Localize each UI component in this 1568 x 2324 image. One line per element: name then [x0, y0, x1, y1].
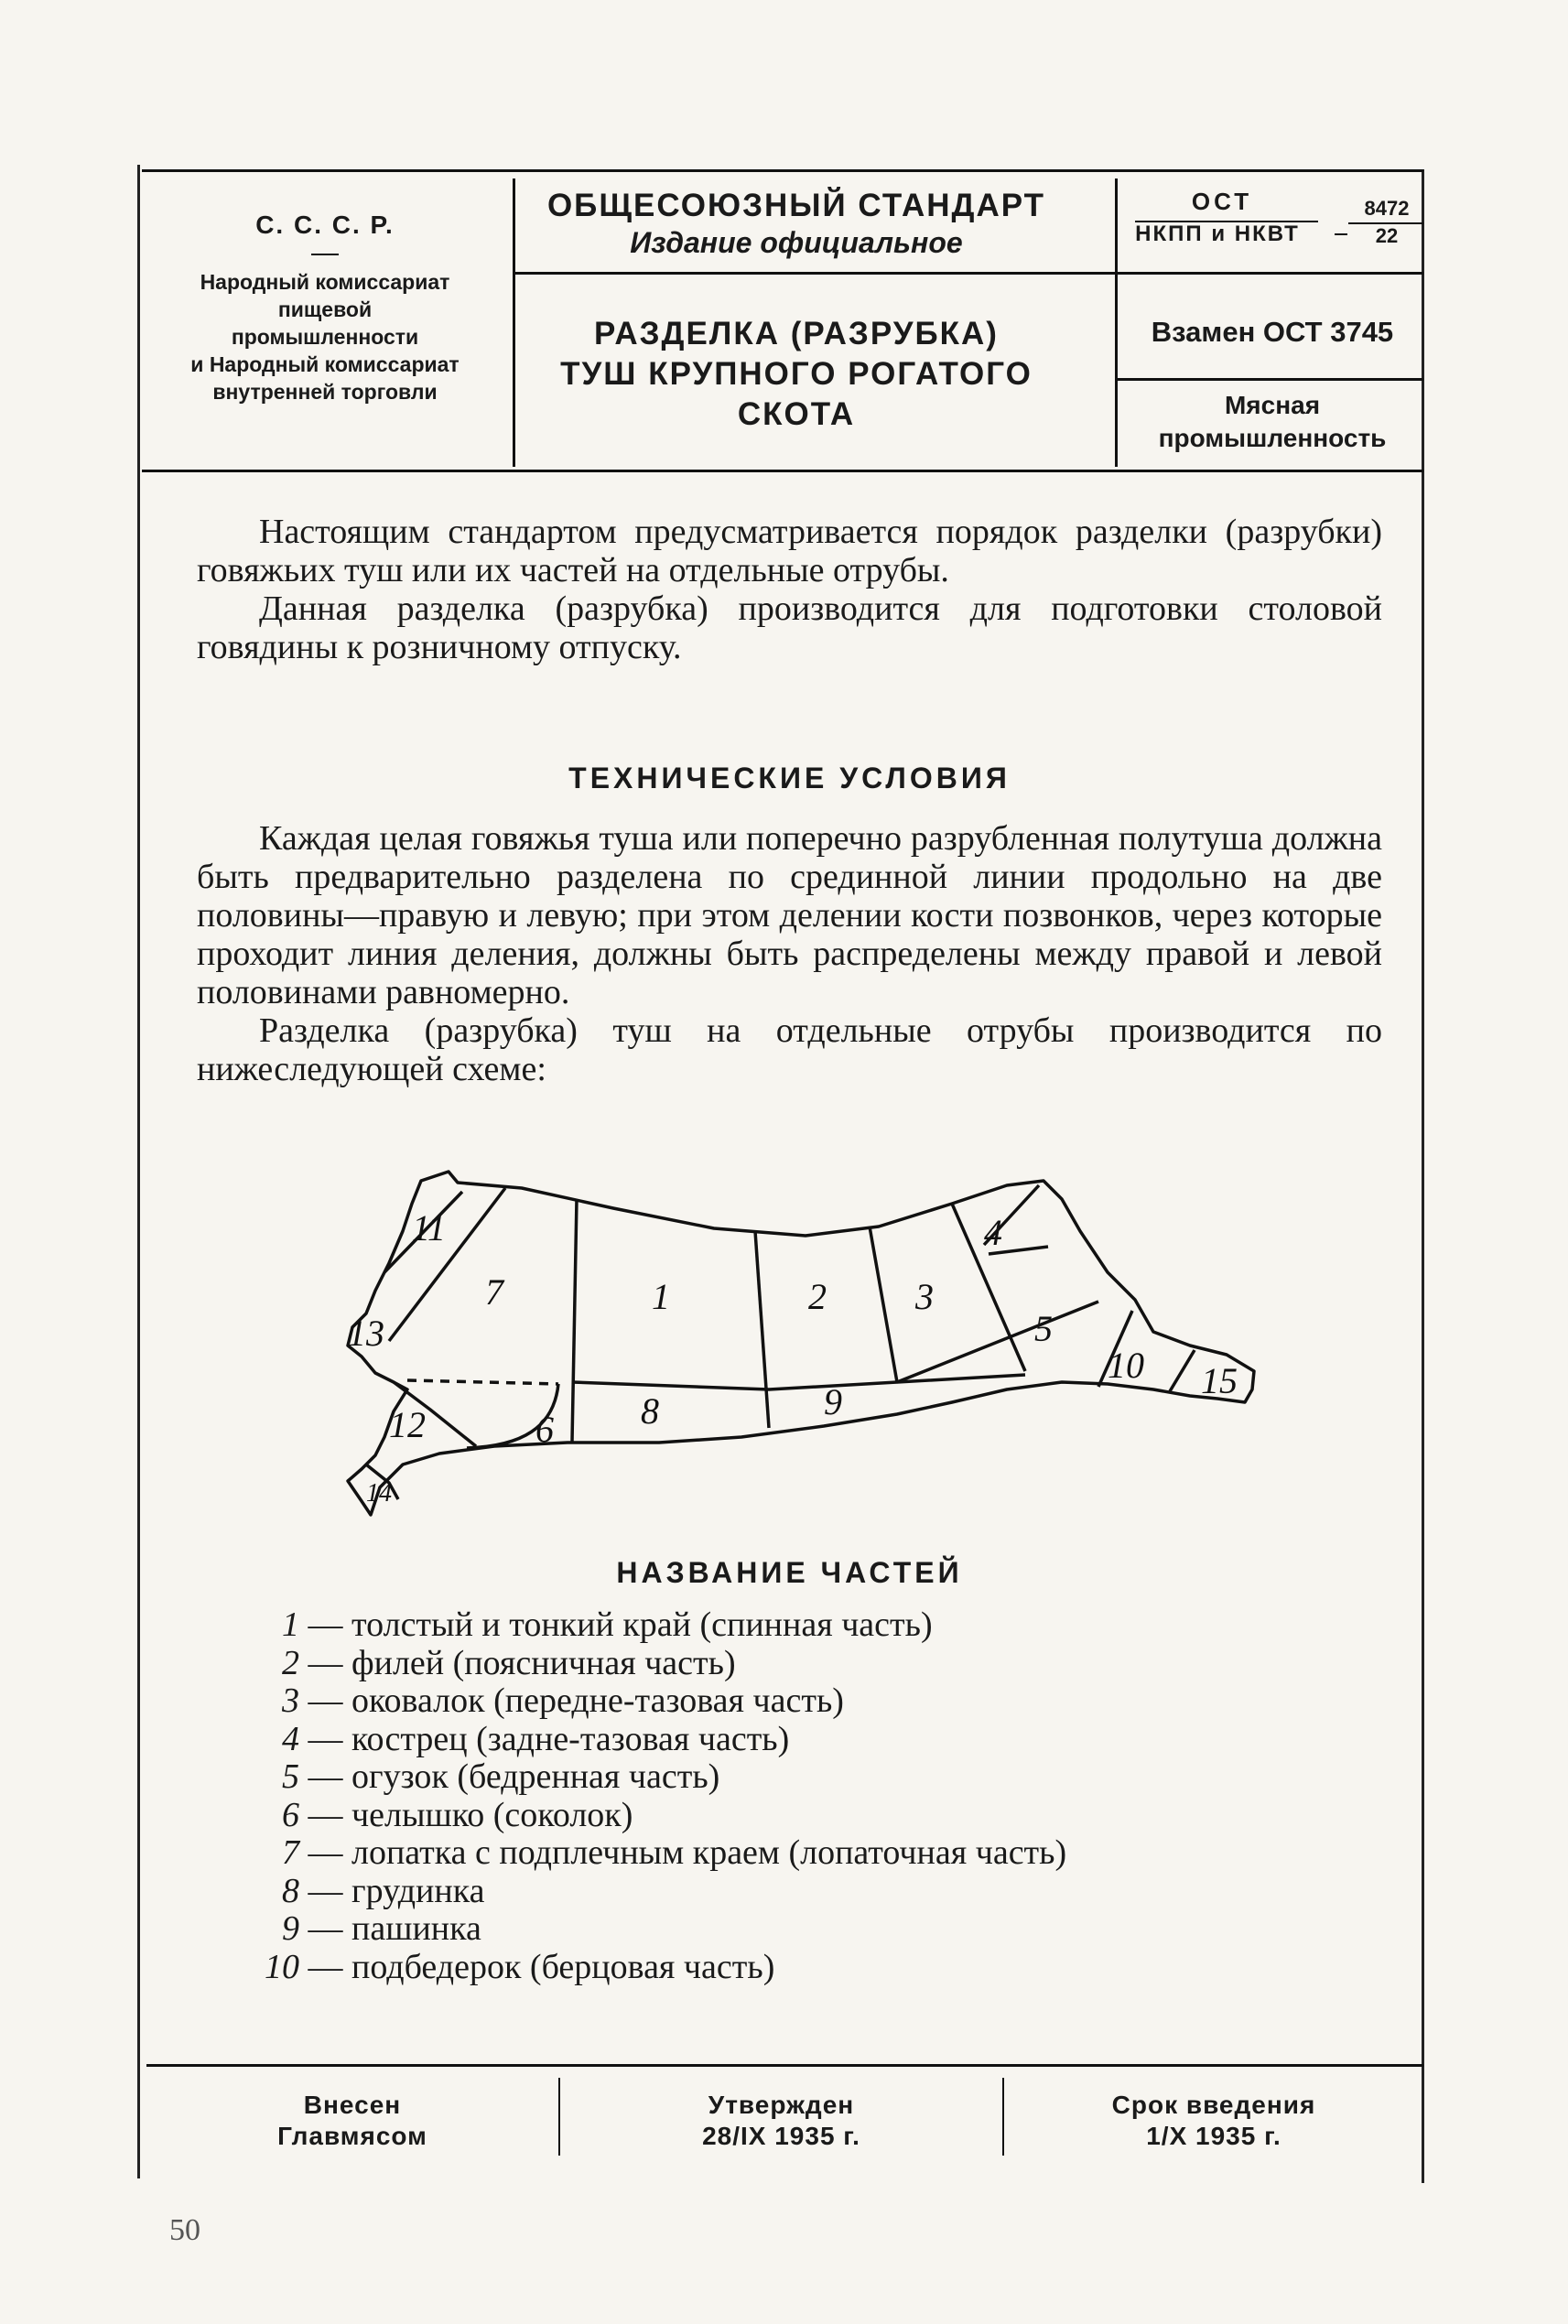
- paragraph: Каждая целая говяжья туша или поперечно разрубленная полутуша должна быть предварительно разделена по срединной линии продольно на две половины—правую и левую; при этом делении кости позвонков, через которые проходит линия деления, должны быть распределены между правой и левой половинами равномерно.: [197, 819, 1382, 1011]
- part-number: 9: [282, 1909, 299, 1948]
- scheme-label-6: 6: [535, 1409, 554, 1450]
- list-item: [261, 1797, 1359, 1835]
- cut-line: [1170, 1350, 1195, 1391]
- part-number: 5: [282, 1757, 299, 1796]
- scheme-label-10: 10: [1108, 1345, 1144, 1386]
- scheme-label-1: 1: [652, 1276, 670, 1317]
- standard-header: [142, 169, 1423, 471]
- effective-label: Срок введения: [1111, 2091, 1316, 2119]
- number-dash: [1335, 233, 1347, 235]
- section-heading: ТЕХНИЧЕСКИЕ УСЛОВИЯ: [568, 762, 1011, 794]
- header-inner-rule: [1118, 378, 1423, 381]
- carcass-cut-scheme: [311, 1162, 1281, 1524]
- carcass-diagram: [311, 1162, 1281, 1524]
- part-number: 1: [282, 1605, 299, 1644]
- part-number: 3: [282, 1681, 299, 1720]
- standard-footer: [146, 2064, 1423, 2165]
- list-item: [261, 1949, 1359, 1987]
- part-name: — филей (поясничная часть): [308, 1643, 736, 1682]
- org-line: и Народный комиссариат: [190, 352, 460, 376]
- title-line: СКОТА: [737, 396, 856, 432]
- scheme-label-4: 4: [984, 1212, 1002, 1253]
- part-number: 8: [282, 1871, 299, 1910]
- approved-label: Утвержден: [708, 2091, 855, 2119]
- part-name: — грудинка: [308, 1871, 485, 1910]
- title-line: РАЗДЕЛКА (РАЗРУБКА): [594, 316, 999, 351]
- part-name: — лопатка с подплечным краем (лопаточная часть): [308, 1833, 1067, 1872]
- cut-line: [755, 1231, 769, 1428]
- issuing-organization: [142, 268, 508, 405]
- country-label: С. С. С. Р.: [255, 211, 395, 239]
- agency-label: НКПП и НКВТ: [1135, 222, 1300, 246]
- cut-line: [870, 1227, 897, 1382]
- scheme-label-9: 9: [824, 1381, 842, 1422]
- replaces-standard: Взамен ОСТ 3745: [1151, 316, 1394, 348]
- scheme-label-2: 2: [808, 1276, 827, 1317]
- org-line: Народный комиссариат: [200, 270, 450, 294]
- industry-line: промышленность: [1158, 424, 1387, 452]
- scheme-label-3: 3: [915, 1276, 934, 1317]
- intro-text: [197, 513, 1382, 666]
- paragraph: Разделка (разрубка) туш на отдельные отрубы производится по нижеследующей схеме:: [197, 1011, 1382, 1088]
- part-name: — подбедерок (берцовая часть): [308, 1947, 775, 1986]
- scheme-label-14: 14: [366, 1479, 392, 1508]
- header-inner-rule: [1118, 272, 1423, 275]
- header-bottom-rule: [142, 470, 1423, 472]
- industry-line: Мясная: [1224, 391, 1321, 419]
- footer-rule: [146, 2064, 1423, 2067]
- standard-type: ОБЩЕСОЮЗНЫЙ СТАНДАРТ: [546, 188, 1046, 223]
- list-item: [261, 1758, 1359, 1797]
- list-item: [261, 1682, 1359, 1721]
- list-item: [261, 1834, 1359, 1873]
- submitted-label: Внесен: [303, 2091, 402, 2119]
- parts-list: [261, 1606, 1359, 1986]
- effective-date: 1/X 1935 г.: [1146, 2122, 1281, 2150]
- country-dash: [311, 254, 339, 255]
- page-frame-left: [137, 165, 140, 2178]
- cut-line: [389, 1188, 505, 1341]
- title-line: ТУШ КРУПНОГО РОГАТОГО: [560, 356, 1033, 392]
- effective-block: [1004, 2090, 1423, 2152]
- standard-number-denominator: 22: [1375, 224, 1399, 247]
- org-line: внутренней торговли: [212, 380, 438, 404]
- approved-block: [560, 2090, 1002, 2152]
- page-number: 50: [169, 2213, 200, 2247]
- conditions-text: [197, 819, 1382, 1088]
- industry: [1121, 389, 1423, 455]
- list-item: [261, 1910, 1359, 1949]
- part-name: — челышко (соколок): [308, 1795, 633, 1834]
- scheme-label-15: 15: [1201, 1360, 1238, 1401]
- header-top-rule: [142, 169, 1423, 172]
- cut-line: [572, 1199, 577, 1442]
- header-inner-rule: [515, 272, 1115, 275]
- document-title: [517, 314, 1076, 435]
- paragraph: Данная разделка (разрубка) производится для подготовки столовой говядины к розничному отпуску.: [197, 589, 1382, 666]
- parts-heading: НАЗВАНИЕ ЧАСТЕЙ: [616, 1556, 963, 1589]
- part-name: — кострец (задне-тазовая часть): [308, 1719, 790, 1758]
- part-number: 6: [282, 1795, 299, 1834]
- cut-line: [572, 1375, 1025, 1389]
- standard-number: 8472: [1364, 197, 1410, 220]
- list-item: [261, 1873, 1359, 1911]
- part-name: — огузок (бедренная часть): [308, 1757, 720, 1796]
- scheme-label-11: 11: [412, 1207, 447, 1248]
- scheme-label-5: 5: [1034, 1308, 1053, 1349]
- part-number: 4: [282, 1719, 299, 1758]
- part-name: — пашинка: [308, 1909, 481, 1948]
- part-name: — толстый и тонкий край (спинная часть): [308, 1605, 933, 1644]
- scheme-label-12: 12: [389, 1404, 426, 1445]
- cut-line: [407, 1380, 558, 1384]
- paragraph: Настоящим стандартом предусматривается порядок разделки (разрубки) говяжьих туш или их частей на отдельные отрубы.: [197, 513, 1382, 589]
- scheme-label-13: 13: [348, 1313, 384, 1354]
- approved-date: 28/IX 1935 г.: [702, 2122, 860, 2150]
- list-item: [261, 1721, 1359, 1759]
- ost-label: ОСТ: [1191, 188, 1253, 215]
- list-item: [261, 1645, 1359, 1683]
- submitted-by: Главмясом: [277, 2122, 427, 2150]
- org-line: промышленности: [231, 325, 419, 349]
- scheme-label-7: 7: [485, 1271, 503, 1313]
- part-number: 2: [282, 1643, 299, 1682]
- header-divider: [513, 178, 515, 467]
- part-number: 10: [265, 1947, 299, 1986]
- edition-note: Издание официальное: [630, 226, 963, 259]
- submitted-block: [146, 2090, 558, 2152]
- part-name: — оковалок (передне-тазовая часть): [308, 1681, 844, 1720]
- part-number: 7: [282, 1833, 299, 1872]
- scheme-label-8: 8: [641, 1390, 659, 1432]
- list-item: [261, 1606, 1359, 1645]
- org-line: пищевой: [277, 297, 373, 321]
